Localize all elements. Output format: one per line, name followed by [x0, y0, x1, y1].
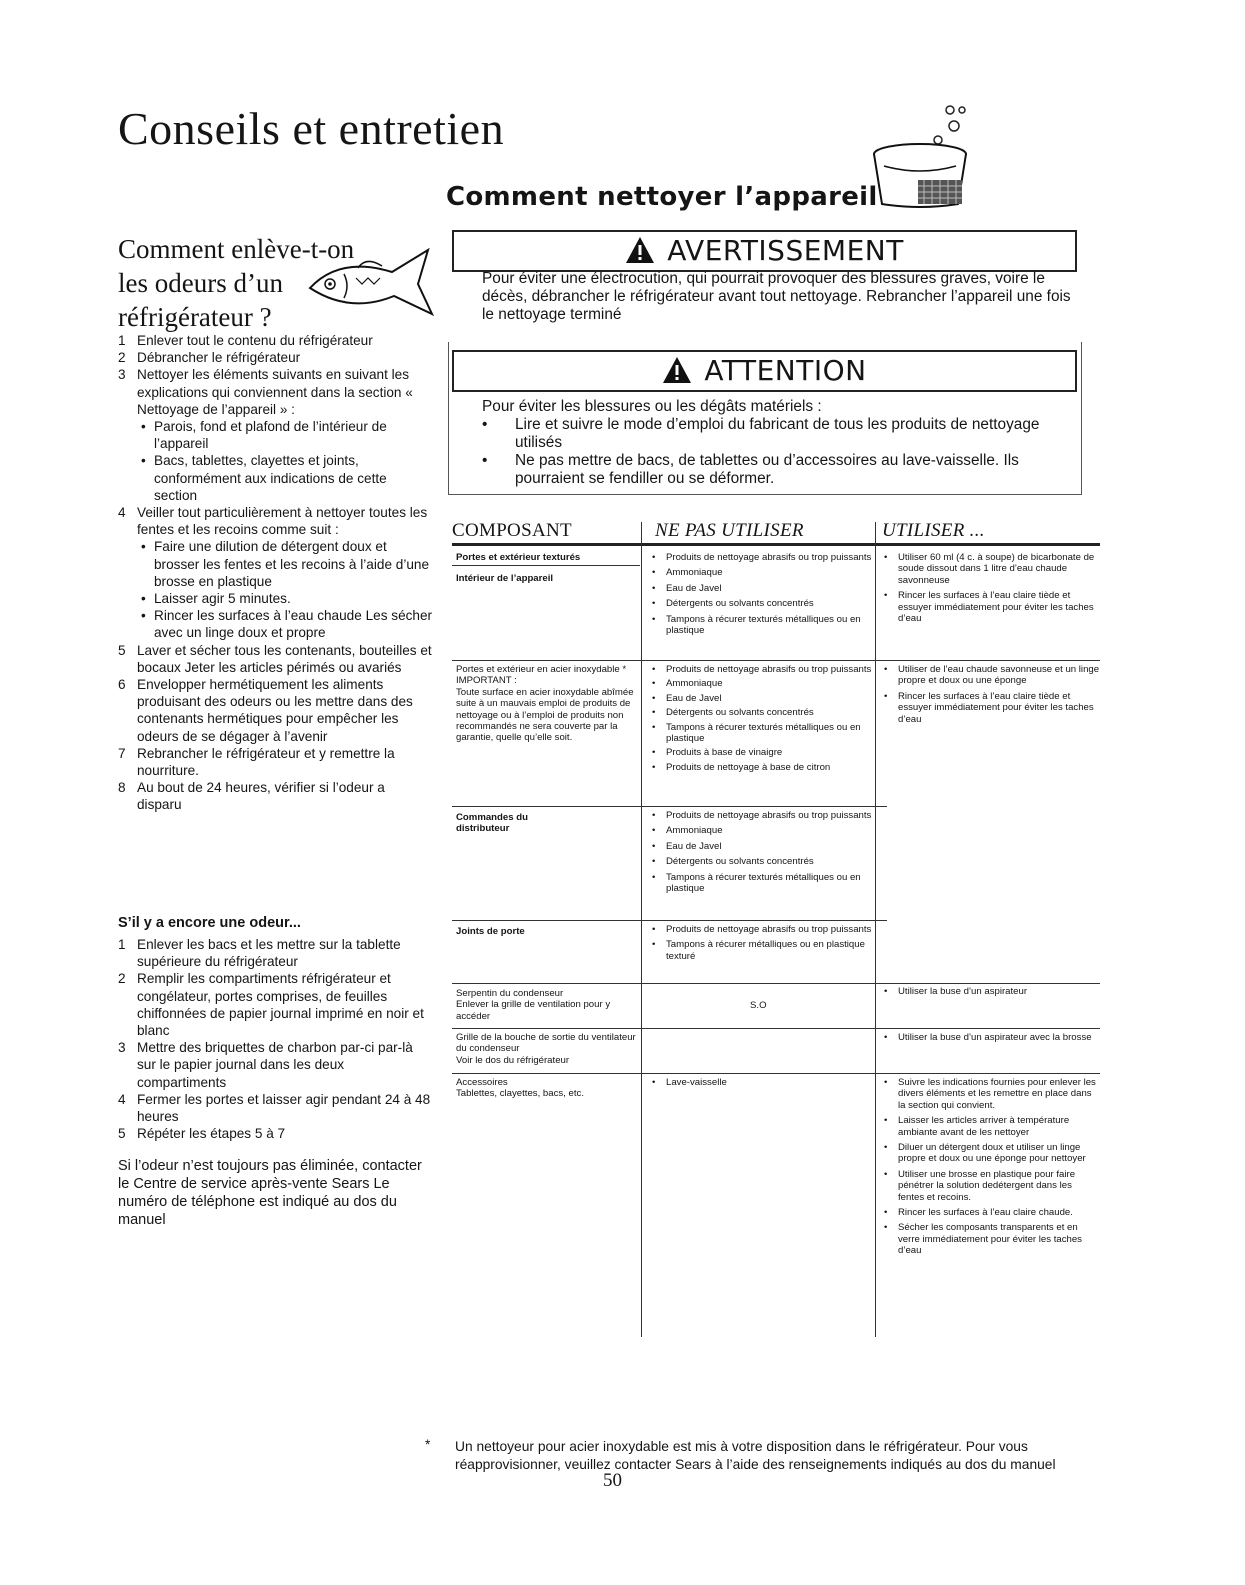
list-item: • Produits de nettoyage abrasifs ou trop puissants: [648, 924, 873, 935]
column-divider: [875, 522, 876, 1337]
list-item: • Détergents ou solvants concentrés: [648, 598, 873, 609]
warning-triangle-icon: [625, 236, 655, 264]
odor-step: 6 Envelopper hermétiquement les aliments produisant des odeurs ou les mettre dans des contenants hermétiques pour empêcher les odeurs de se dégager à l’avenir: [118, 677, 413, 744]
row-divider: [452, 1028, 1100, 1029]
table-cell-component: [456, 1032, 638, 1066]
row-divider: [452, 660, 1100, 661]
table-cell-avoid: [648, 924, 873, 962]
odor-substep: • Laisser agir 5 minutes.: [137, 590, 433, 607]
list-item: • Détergents ou solvants concentrés: [648, 856, 873, 867]
footnote-asterisk: *: [425, 1437, 431, 1452]
warning-title: AVERTISSEMENT: [667, 233, 904, 267]
odor-substep: • Rincer les surfaces à l’eau chaude Les sécher avec un linge doux et propre: [137, 607, 433, 641]
table-header-rule: [452, 543, 1100, 546]
table-cell-component: Intérieur de l’appareil: [456, 573, 554, 584]
component-note-label: IMPORTANT :: [456, 675, 517, 687]
footnote-text: Un nettoyeur pour acier inoxydable est mis à votre disposition dans le réfrigérateur. Pour vous réapprovisionner, veuillez contacter Sears à l’aide des renseignements indiqués au dos du manuel: [455, 1439, 1056, 1472]
page-number: 50: [603, 1470, 622, 1491]
list-item: • Rincer les surfaces à l’eau claire tiède et essuyer immédiatement pour éviter les taches d’eau: [880, 590, 1100, 624]
list-item: • Tampons à récurer métalliques ou en plastique texturé: [648, 939, 873, 962]
row-divider: [452, 920, 887, 921]
list-item: • Utiliser la buse d’un aspirateur: [880, 986, 1100, 997]
odor-step: 3 Nettoyer les éléments suivants en suivant les explications qui conviennent dans la section « Nettoyage de l’appareil » : • Parois, fond et plafond de l’intérieur de l’appareil • Bacs, tablettes, clayettes et joints, conformément aux indications de cette section: [118, 366, 433, 504]
column-header-component: COMPOSANT: [452, 520, 572, 541]
list-item: • Suivre les indications fournies pour enlever les divers éléments et les remettre en place dans la section qui convient.: [880, 1077, 1100, 1111]
table-cell-component: Joints de porte: [456, 926, 525, 937]
list-item: • Lave-vaisselle: [648, 1077, 873, 1088]
list-item: • Ammoniaque: [648, 567, 873, 578]
odor-substep: • Bacs, tablettes, clayettes et joints, conformément aux indications de cette section: [137, 452, 433, 504]
list-item: • Produits à base de vinaigre: [648, 747, 873, 758]
list-item: • Produits de nettoyage abrasifs ou trop puissants: [648, 810, 873, 821]
odor-section-title: Comment enlève-t-on les odeurs d’un réfrigérateur ?: [118, 234, 355, 332]
odor-substep: • Parois, fond et plafond de l’intérieur de l’appareil: [137, 418, 433, 452]
list-item: • Diluer un détergent doux et utiliser un linge propre et doux ou une éponge pour nettoyer: [880, 1142, 1100, 1165]
fish-icon: [300, 244, 435, 320]
list-item: • Utiliser une brosse en plastique pour faire pénétrer la solution dedétergent dans les fentes et recoins.: [880, 1169, 1100, 1203]
list-item: • Produits de nettoyage abrasifs ou trop puissants: [648, 552, 873, 563]
still-odor-step: 3 Mettre des briquettes de charbon par-ci par-là sur le papier journal dans les deux compartiments: [118, 1040, 413, 1090]
still-odor-steps: [118, 936, 433, 1142]
still-odor-step: 4 Fermer les portes et laisser agir pendant 24 à 48 heures: [118, 1091, 431, 1125]
caution-box: [452, 350, 1077, 392]
warning-box: [452, 230, 1077, 272]
component-note: Voir le dos du réfrigérateur: [456, 1054, 570, 1066]
bucket-icon: [860, 102, 970, 210]
list-item: • Ammoniaque: [648, 678, 873, 689]
component-name: Accessoires: [456, 1077, 508, 1088]
caution-intro: Pour éviter les blessures ou les dégâts matériels :: [482, 398, 822, 415]
component-note: Enlever la grille de ventilation pour y accéder: [456, 999, 611, 1022]
warning-triangle-icon: [662, 356, 692, 384]
still-odor-step: 1 Enlever les bacs et les mettre sur la tablette supérieure du réfrigérateur: [118, 937, 401, 970]
column-header-avoid: NE PAS UTILISER: [655, 520, 804, 541]
footnote: [425, 1438, 1115, 1474]
row-divider: [452, 983, 1100, 984]
table-cell-avoid: [648, 552, 873, 636]
table-cell-use: [880, 1032, 1100, 1043]
table-cell-component: Commandes du distributeur: [456, 812, 528, 835]
column-divider: [641, 522, 642, 1337]
column-header-use: UTILISER ...: [882, 520, 985, 541]
row-divider: [452, 1073, 1100, 1074]
odor-steps: [118, 332, 433, 814]
list-item: • Utiliser de l’eau chaude savonneuse et un linge propre et doux ou une éponge: [880, 664, 1100, 687]
table-cell-avoid: [648, 1077, 873, 1088]
table-cell-use: [880, 986, 1100, 997]
table-cell-component: [456, 664, 638, 744]
table-cell-component: [456, 988, 638, 1022]
table-cell-avoid: [648, 664, 873, 773]
still-odor-step: 5 Répéter les étapes 5 à 7: [118, 1126, 286, 1142]
section-title: Comment nettoyer l’appareil: [446, 182, 878, 212]
table-cell-avoid: [648, 810, 873, 894]
closing-paragraph: Si l’odeur n’est toujours pas éliminée, contacter le Centre de service après-vente Sears Le numéro de téléphone est indiqué au dos du manuel: [118, 1158, 422, 1228]
list-item: • Produits de nettoyage à base de citron: [648, 762, 873, 773]
list-item: • Laisser les articles arriver à température ambiante avant de les nettoyer: [880, 1115, 1100, 1138]
odor-step: 4 Veiller tout particulièrement à nettoyer toutes les fentes et les recoins comme suit : • Faire une dilution de détergent doux et brosser les fentes et les recoins à l’aide d’une brosse en plastique • Laisser agir 5 minutes. • Rincer les surfaces à l’eau chaude Les sécher avec un linge doux et propre: [118, 504, 433, 642]
list-item: • Utiliser la buse d’un aspirateur avec la brosse: [880, 1032, 1100, 1043]
page-title: Conseils et entretien: [118, 103, 505, 154]
odor-substep: • Faire une dilution de détergent doux et brosser les fentes et les recoins à l’aide d’une brosse en plastique: [137, 538, 433, 590]
odor-step: 2 Débrancher le réfrigérateur: [118, 350, 301, 366]
list-item: • Ammoniaque: [648, 825, 873, 836]
row-divider: [452, 806, 887, 807]
list-item: • Sécher les composants transparents et en verre immédiatement pour éviter les taches d’eau: [880, 1222, 1100, 1256]
list-item: • Tampons à récurer texturés métalliques ou en plastique: [648, 722, 873, 745]
odor-step: 7 Rebrancher le réfrigérateur et y remettre la nourriture.: [118, 745, 395, 779]
table-cell-component: [456, 1077, 638, 1100]
list-item: • Détergents ou solvants concentrés: [648, 707, 873, 718]
table-cell-use: [880, 664, 1100, 725]
still-odor-step: 2 Remplir les compartiments réfrigérateur et congélateur, portes comprises, de feuilles chiffonnées de papier journal imprimé en noir et blanc: [118, 971, 424, 1039]
odor-step: 5 Laver et sécher tous les contenants, bouteilles et bocaux Jeter les articles périmés ou avariés: [118, 642, 432, 675]
list-item: • Tampons à récurer texturés métalliques ou en plastique: [648, 614, 873, 637]
table-cell-use: [880, 1077, 1100, 1257]
table-cell-use: [880, 552, 1100, 624]
component-name: Serpentin du condenseur: [456, 988, 564, 999]
list-item: • Rincer les surfaces à l’eau claire chaude.: [880, 1207, 1100, 1218]
list-item: • Rincer les surfaces à l’eau claire tiède et essuyer immédiatement pour éviter les taches d’eau: [880, 691, 1100, 725]
list-item: • Tampons à récurer texturés métalliques ou en plastique: [648, 872, 873, 895]
list-item: • Eau de Javel: [648, 693, 873, 704]
list-item: • Eau de Javel: [648, 583, 873, 594]
warning-text: Pour éviter une électrocution, qui pourrait provoquer des blessures graves, voire le décès, débrancher le réfrigérateur avant tout nettoyage. Rebrancher l’appareil une fois le nettoyage terminé: [482, 270, 1071, 323]
list-item: • Produits de nettoyage abrasifs ou trop puissants: [648, 664, 873, 675]
table-cell-avoid: S.O: [750, 1000, 767, 1011]
still-odor-heading: S’il y a encore une odeur...: [118, 915, 301, 931]
component-note: Toute surface en acier inoxydable abîmée suite à un mauvais emploi de produits de nettoyage ou à l’emploi de produits non recommandés ne sera couverte par la garantie, quelle qu’elle soit.: [456, 686, 634, 744]
list-item: • Utiliser 60 ml (4 c. à soupe) de bicarbonate de soude dissout dans 1 litre d’eau chaude savonneuse: [880, 552, 1100, 586]
component-name: Portes et extérieur en acier inoxydable *: [456, 664, 627, 675]
caution-title: ATTENTION: [704, 353, 867, 387]
odor-step: 8 Au bout de 24 heures, vérifier si l’odeur a disparu: [118, 780, 385, 813]
list-item: • Eau de Javel: [648, 841, 873, 852]
component-note: Tablettes, clayettes, bacs, etc.: [456, 1088, 584, 1100]
row-divider: [452, 565, 640, 566]
odor-step: 1 Enlever tout le contenu du réfrigérateur: [118, 333, 373, 348]
table-cell-component: Portes et extérieur texturés: [456, 552, 581, 563]
component-name: Grille de la bouche de sortie du ventilateur du condenseur: [456, 1032, 636, 1055]
